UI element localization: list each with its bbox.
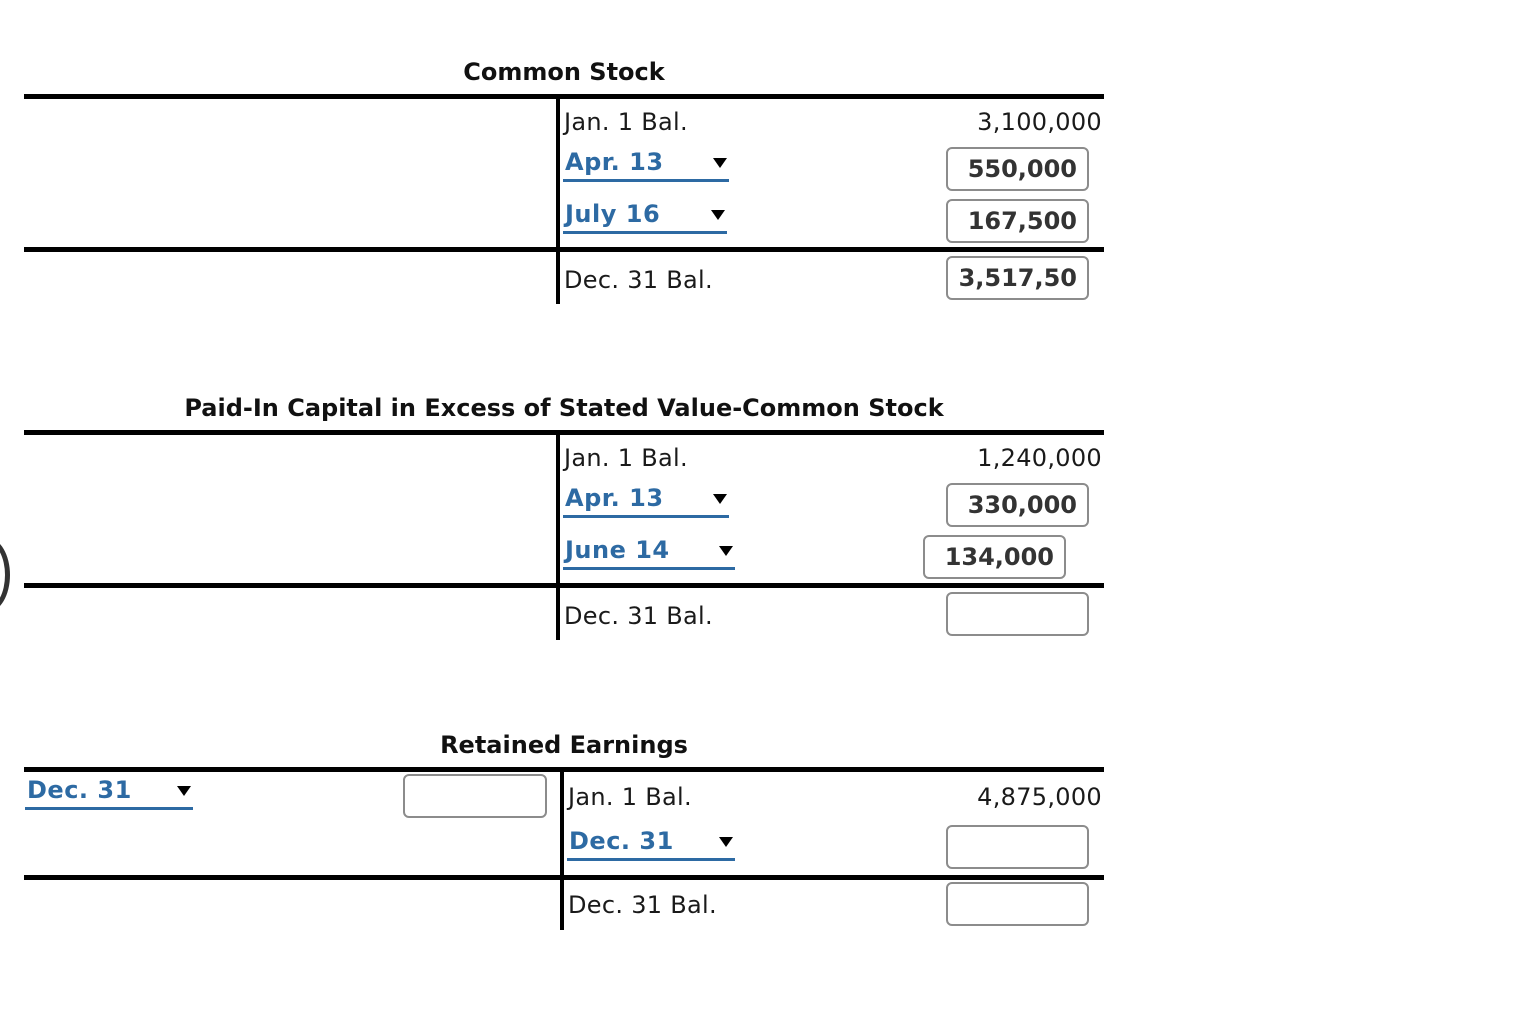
amount-input[interactable] — [946, 825, 1089, 869]
date-dropdown-value: June 14 — [565, 536, 670, 564]
amount-input[interactable] — [923, 535, 1066, 579]
dec31-balance-label: Dec. 31 Bal. — [568, 891, 717, 919]
t-account-top-line — [24, 430, 1104, 435]
date-dropdown[interactable] — [563, 200, 727, 234]
t-account-divider — [556, 94, 560, 304]
dec31-balance-input[interactable] — [946, 256, 1089, 300]
dec31-balance-label: Dec. 31 Bal. — [564, 266, 713, 294]
debit-date-dropdown[interactable] — [25, 776, 193, 810]
t-account-total-line — [24, 247, 1104, 252]
date-dropdown[interactable] — [567, 827, 735, 861]
dropdown-arrow-icon — [177, 786, 191, 796]
side-help-icon[interactable] — [0, 538, 10, 612]
date-dropdown-value: Apr. 13 — [565, 148, 664, 176]
amount-input[interactable] — [946, 147, 1089, 191]
amount-input[interactable] — [946, 199, 1089, 243]
jan1-balance-amount: 4,875,000 — [977, 783, 1102, 811]
jan1-balance-amount: 1,240,000 — [977, 444, 1102, 472]
dec31-balance-input[interactable] — [946, 882, 1089, 926]
amount-input[interactable] — [946, 483, 1089, 527]
jan1-balance-label: Jan. 1 Bal. — [564, 108, 688, 136]
jan1-balance-amount: 3,100,000 — [977, 108, 1102, 136]
dropdown-arrow-icon — [719, 546, 733, 556]
dec31-balance-label: Dec. 31 Bal. — [564, 602, 713, 630]
date-dropdown[interactable] — [563, 484, 729, 518]
dropdown-arrow-icon — [711, 210, 725, 220]
date-dropdown[interactable] — [563, 536, 735, 570]
dropdown-arrow-icon — [713, 494, 727, 504]
dec31-balance-input[interactable] — [946, 592, 1089, 636]
t-account-total-line — [24, 875, 1104, 880]
debit-amount-input[interactable] — [403, 774, 547, 818]
date-dropdown-value: Dec. 31 — [27, 776, 132, 804]
dropdown-arrow-icon — [719, 837, 733, 847]
retained-earnings-title: Retained Earnings — [440, 731, 688, 759]
t-account-divider — [560, 767, 564, 930]
t-account-divider — [556, 430, 560, 640]
common-stock-title: Common Stock — [463, 58, 665, 86]
date-dropdown-value: Dec. 31 — [569, 827, 674, 855]
paid-in-capital-title: Paid-In Capital in Excess of Stated Value-Common Stock — [184, 394, 944, 422]
jan1-balance-label: Jan. 1 Bal. — [568, 783, 692, 811]
dropdown-arrow-icon — [713, 158, 727, 168]
date-dropdown-value: July 16 — [565, 200, 661, 228]
date-dropdown[interactable] — [563, 148, 729, 182]
date-dropdown-value: Apr. 13 — [565, 484, 664, 512]
t-account-total-line — [24, 583, 1104, 588]
t-account-top-line — [24, 767, 1104, 772]
t-account-top-line — [24, 94, 1104, 99]
jan1-balance-label: Jan. 1 Bal. — [564, 444, 688, 472]
